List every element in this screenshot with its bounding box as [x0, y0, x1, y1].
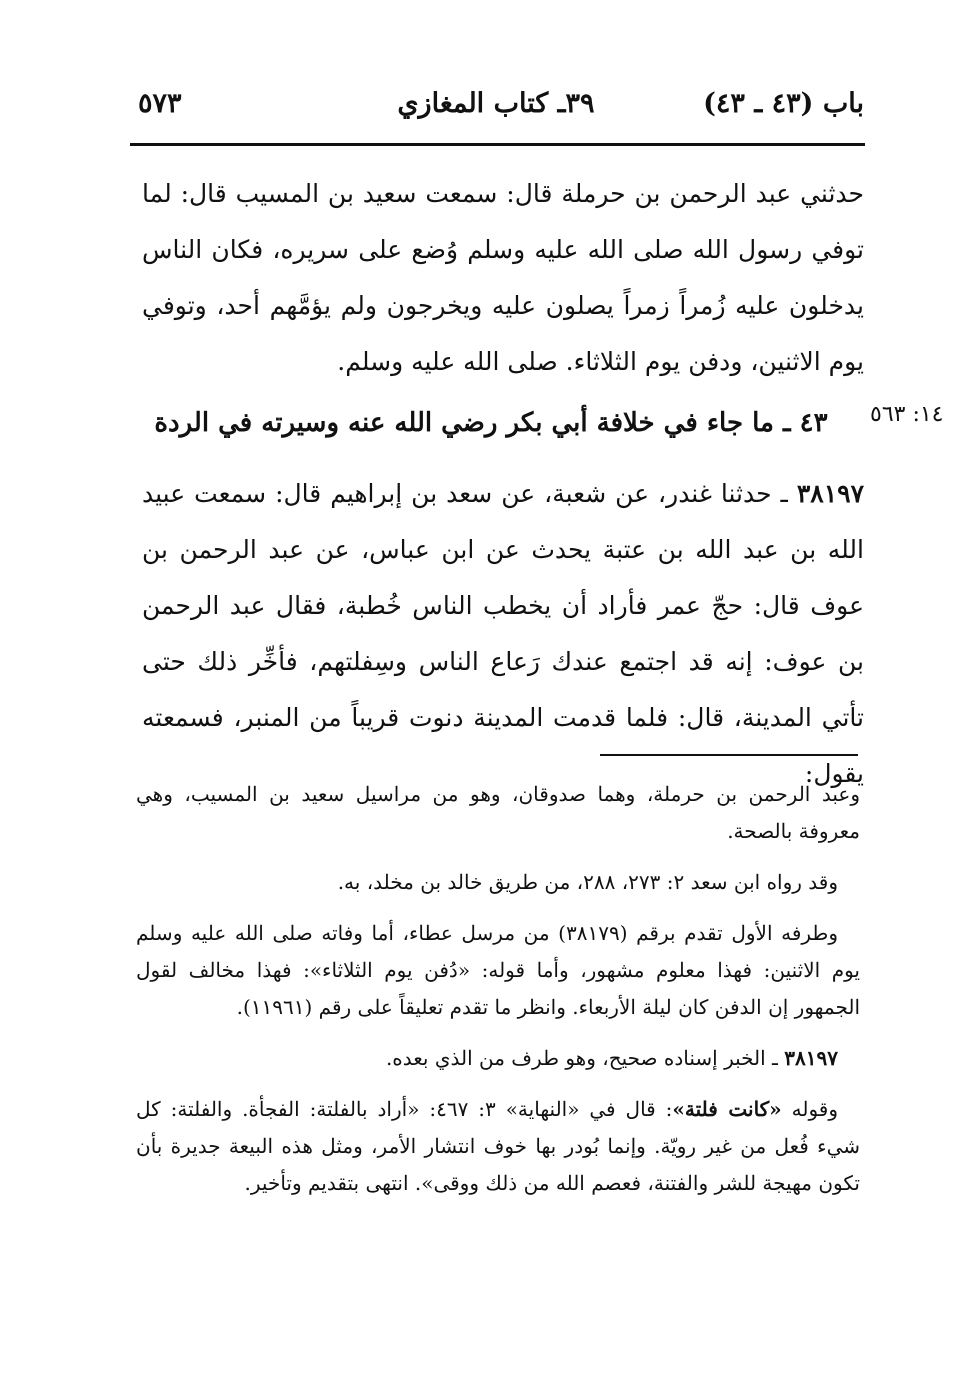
main-paragraph-2 — [142, 466, 864, 802]
footnote-5 — [136, 1091, 860, 1202]
footnote-4-number: ٣٨١٩٧ — [784, 1046, 838, 1070]
main-paragraph-1: حدثني عبد الرحمن بن حرملة قال: سمعت سعيد بن المسيب قال: لما توفي رسول الله صلى الله عليه وسلم وُضع على سريره، فكان الناس يدخلون عليه زُمراً زمراً يصلون عليه ويخرجون ولم يؤمَّهم أحد، وتوفي يوم الاثنين، ودفن يوم الثلاثاء. صلى الله عليه وسلم. — [142, 179, 864, 376]
footnote-4 — [136, 1040, 860, 1077]
footnote-1: وعبد الرحمن بن حرملة، وهما صدوقان، وهو من مراسيل سعيد بن المسيب، وهي معروفة بالصحة. — [136, 782, 860, 843]
page-number: ٥٧٣ — [138, 88, 182, 119]
footnote-divider — [600, 754, 858, 756]
book-title: ٣٩ـ كتاب المغازي — [397, 88, 595, 119]
footnote-2: وقد رواه ابن سعد ٢: ٢٧٣، ٢٨٨، من طريق خالد بن مخلد، به. — [337, 870, 838, 894]
footnote-5-text: : قال في «النهاية» ٣: ٤٦٧: «أراد بالفلتة: الفجأة. والفلتة: كل شيء فُعل من غير رويّة. وإنما بُودر بها خوف انتشار الأمر، ومثل هذه البيعة جديرة بأن تكون مهيجة للشر والفتنة، فعصم الله من ذلك ووقى». انتهى بتقديم وتأخير. — [136, 1097, 860, 1195]
footnote-4-text: ـ الخبر إسناده صحيح، وهو طرف من الذي بعده. — [385, 1046, 778, 1070]
hadith-text: ـ حدثنا غندر، عن شعبة، عن سعد بن إبراهيم قال: سمعت عبيد الله بن عبد الله بن عتبة يحدث عن ابن عباس، عن عبد الرحمن بن عوف قال: حجّ عمر فأراد أن يخطب الناس خُطبة، فقال عبد الرحمن بن عوف: إنه قد اجتمع عندك رَعاع الناس وسِفلتهم، فأخِّر ذلك حتى تأتي المدينة، قال: فلما قدمت المدينة دنوت قريباً من المنبر، فسمعته يقول: — [142, 479, 864, 788]
footnote-5-intro: وقوله — [791, 1097, 838, 1121]
footnotes — [136, 776, 860, 1216]
chapter-label: باب (٤٣ ـ ٤٣) — [703, 88, 864, 119]
header-divider — [130, 143, 865, 146]
footnote-3: وطرفه الأول تقدم برقم (٣٨١٧٩) من مرسل عطاء، أما وفاته صلى الله عليه وسلم يوم الاثنين: فهذا معلوم مشهور، وأما قوله: «دُفن يوم الثلاثاء»: فهذا مخالف لقول الجمهور إن الدفن كان ليلة الأربعاء. وانظر ما تقدم تعليقاً على رقم (١١٩٦١). — [136, 921, 860, 1019]
section-heading: ٤٣ ـ ما جاء في خلافة أبي بكر رضي الله عنه وسيرته في الردة — [154, 408, 828, 438]
page-header — [128, 84, 864, 134]
footnote-5-quote: «كانت فلتة» — [672, 1097, 782, 1121]
margin-reference: ١٤: ٥٦٣ — [870, 402, 944, 427]
hadith-number: ٣٨١٩٧ — [796, 479, 864, 508]
